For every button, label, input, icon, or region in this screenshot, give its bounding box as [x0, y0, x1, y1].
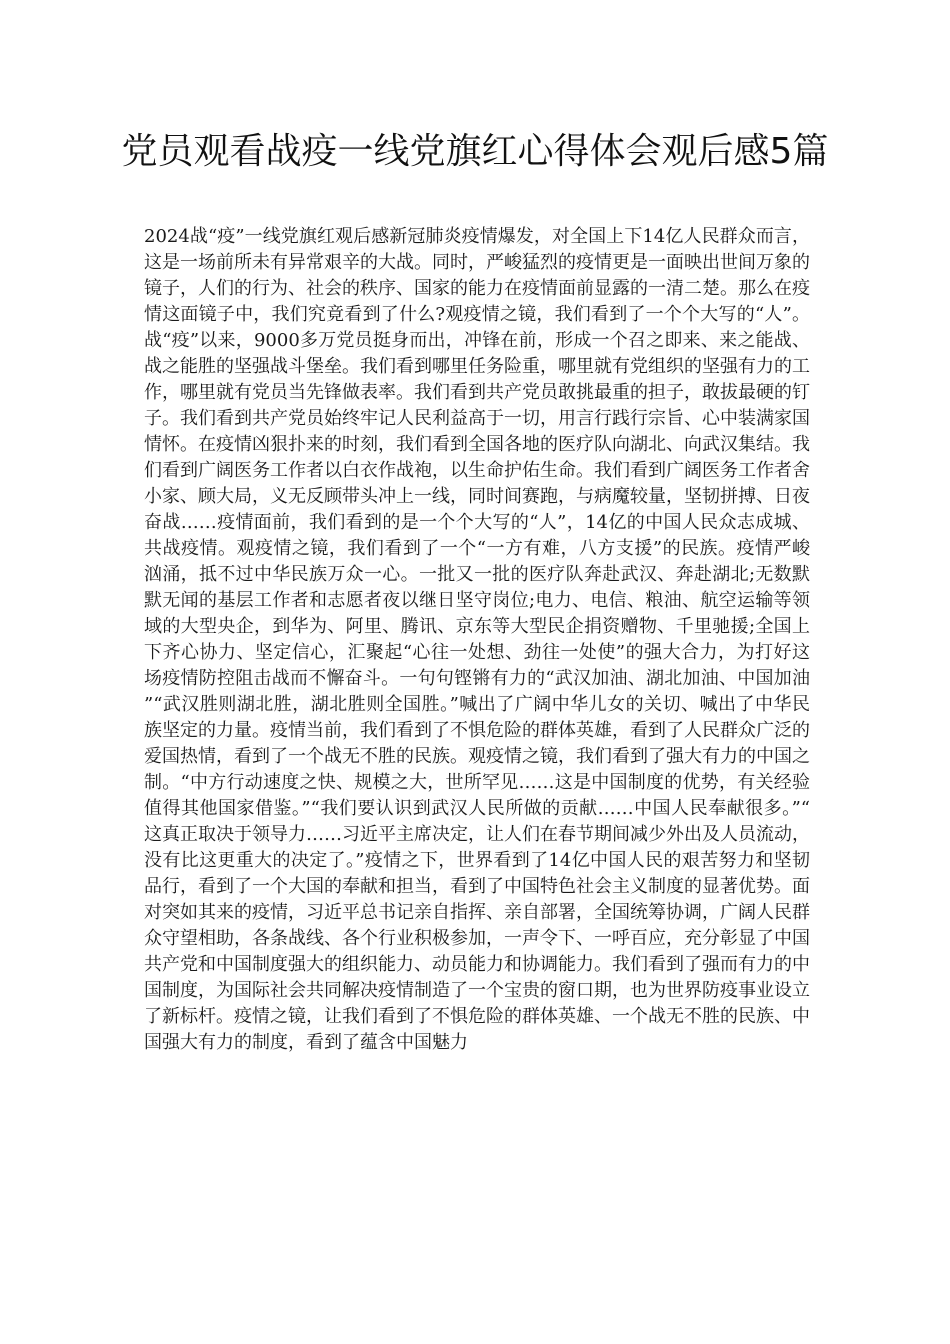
- document-body-text: 2024战“疫”一线党旗红观后感新冠肺炎疫情爆发，对全国上下14亿人民群众而言，这是一场前所未有异常艰辛的大战。同时，严峻猛烈的疫情更是一面映出世间万象的镜子，人们的行为、社会的秩序、国家的能力在疫情面前显露的一清二楚。那么在疫情这面镜子中，我们究竟看到了什么?观疫情之镜，我们看到了一个个大写的“人”。战“疫”以来，9000多万党员挺身而出，冲锋在前，形成一个召之即来、来之能战、战之能胜的坚强战斗堡垒。我们看到哪里任务险重，哪里就有党组织的坚强有力的工作，哪里就有党员当先锋做表率。我们看到共产党员敢挑最重的担子，敢拔最硬的钉子。我们看到共产党员始终牢记人民利益高于一切，用言行践行宗旨、心中装满家国情怀。在疫情凶狠扑来的时刻，我们看到全国各地的医疗队向湖北、向武汉集结。我们看到广阔医务工作者以白衣作战袍，以生命护佑生命。我们看到广阔医务工作者舍小家、顾大局，义无反顾带头冲上一线，同时间赛跑，与病魔较量，坚韧拼搏、日夜奋战……疫情面前，我们看到的是一个个大写的“人”，14亿的中国人民众志成城、共战疫情。观疫情之镜，我们看到了一个“一方有难，八方支援”的民族。疫情严峻汹涌，抵不过中华民族万众一心。一批又一批的医疗队奔赴武汉、奔赴湖北;无数默默无闻的基层工作者和志愿者夜以继日坚守岗位;电力、电信、粮油、航空运输等领域的大型央企，到华为、阿里、腾讯、京东等大型民企捐资赠物、千里驰援;全国上下齐心协力、坚定信心，汇聚起“心往一处想、劲往一处使”的强大合力，为打好这场疫情防控阻击战而不懈奋斗。一句句铿锵有力的“武汉加油、湖北加油、中国加油”“武汉胜则湖北胜，湖北胜则全国胜。”喊出了广阔中华儿女的关切、喊出了中华民族坚定的力量。疫情当前，我们看到了不惧危险的群体英雄，看到了人民群众广泛的爱国热情，看到了一个战无不胜的民族。观疫情之镜，我们看到了强大有力的中国之制。“中方行动速度之快、规模之大，世所罕见……这是中国制度的优势，有关经验值得其他国家借鉴。”“我们要认识到武汉人民所做的贡献……中国人民奉献很多。”“这真正取决于领导力……习近平主席决定，让人们在春节期间减少外出及人员流动，没有比这更重大的决定了。”疫情之下，世界看到了14亿中国人民的艰苦努力和坚韧品行，看到了一个大国的奉献和担当，看到了中国特色社会主义制度的显著优势。面对突如其来的疫情，习近平总书记亲自指挥、亲自部署，全国统筹协调，广阔人民群众守望相助，各条战线、各个行业积极参加，一声令下、一呼百应，充分彰显了中国共产党和中国制度强大的组织能力、动员能力和协调能力。我们看到了强而有力的中国制度，为国际社会共同解决疫情制造了一个宝贵的窗口期，也为世界防疫事业设立了新标杆。疫情之镜，让我们看到了不惧危险的群体英雄、一个战无不胜的民族、中国强大有力的制度，看到了蕴含中国魅力: [144, 226, 810, 1053]
- document-title: 党员观看战疫一线党旗红心得体会观后感5篇: [121, 131, 829, 172]
